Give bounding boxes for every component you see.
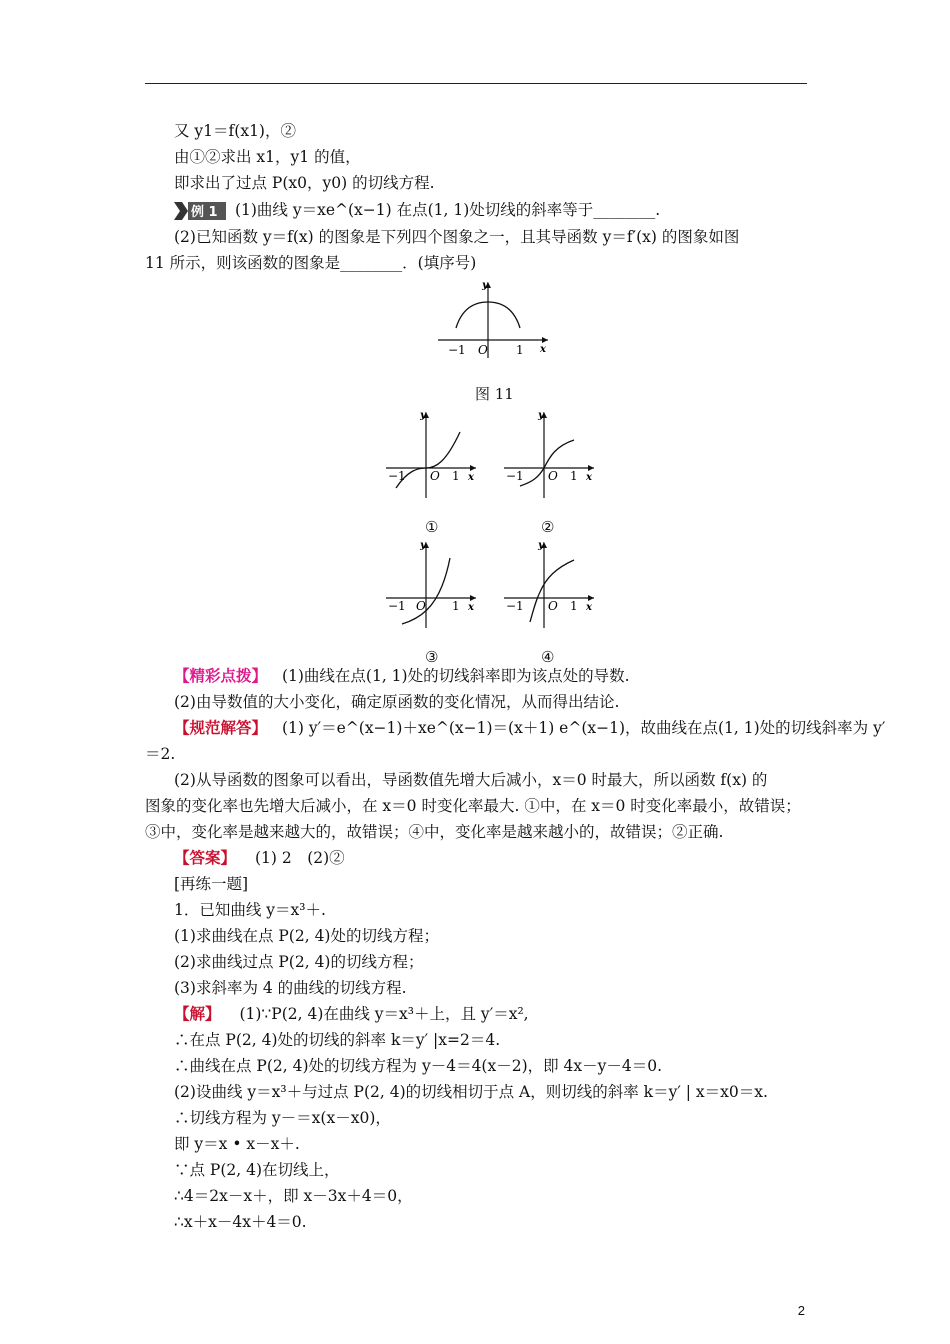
example-badge-icon [174,202,226,220]
solve-line-5: ∴切线方程为 y－＝x(x－x0)， [174,1109,391,1127]
solution-label: 【规范解答】 [174,718,268,737]
solve-line-6: 即 y＝x • x－x＋. [174,1135,300,1153]
solution-line-1 [174,717,885,739]
svg-text:1: 1 [452,599,460,613]
svg-text:1: 1 [452,469,460,483]
figure-11-caption: 图 11 [475,385,514,403]
example-question-1 [174,199,660,221]
intro-line-3: 即求出了过点 P(x0，y0) 的切线方程. [174,174,435,192]
svg-text:1: 1 [570,599,578,613]
solve-line-9: ∴x＋x－4x＋4＝0. [174,1213,307,1231]
option-2-label: ② [541,518,555,536]
answer-label: 【答案】 [174,848,237,867]
solution-text-1: (1) y′＝e^(x−1)＋xe^(x−1)＝(x＋1) e^(x−1)，故曲线在点(1, 1)处的切线斜率为 y′ [281,719,886,737]
practice-header: [再练一题] [174,875,249,893]
svg-text:1: 1 [570,469,578,483]
svg-text:−1: −1 [388,599,406,613]
svg-text:y: y [538,540,544,551]
solution-line-2: ＝2. [145,745,176,763]
hint-text-1: (1)曲线在点(1, 1)处的切线斜率即为该点处的导数. [281,667,630,685]
solve-line-2: ∴在点 P(2, 4)处的切线的斜率 k＝y′ |x=2＝4. [174,1031,501,1049]
fig11-tick-1: 1 [516,343,524,357]
solve-line-7: ∵点 P(2, 4)在切线上， [174,1161,340,1179]
solve-label: 【解】 [174,1004,221,1023]
svg-text:O: O [548,469,558,483]
answer-text: (1) 2 (2)② [254,849,345,867]
figure-11-derivative-graph [430,278,560,360]
svg-text:−1: −1 [388,469,406,483]
svg-text:y: y [538,410,544,421]
fig11-origin: O [478,343,488,357]
svg-text:x: x [468,472,474,483]
solution-line-3: (2)从导函数的图象可以看出，导函数值先增大后减小，x＝0 时最大，所以函数 f(x) 的 [174,771,768,789]
svg-text:x: x [586,472,592,483]
option-2-graph [500,408,600,500]
svg-text:O: O [548,599,558,613]
practice-q1: (1)求曲线在点 P(2, 4)处的切线方程； [174,927,439,945]
fig11-y-label: y [482,280,488,291]
example-badge-text: 例 1 [191,205,218,220]
option-4-graph [500,538,600,630]
svg-text:y: y [420,410,426,421]
solve-line-1 [174,1003,529,1025]
solution-line-4: 图象的变化率也先增大后减小，在 x＝0 时变化率最大. ①中，在 x＝0 时变化率最小，故错误； [145,797,801,815]
svg-text:O: O [430,469,440,483]
fig11-tick-neg1: −1 [448,343,466,357]
practice-q3: (3)求斜率为 4 的曲线的切线方程. [174,979,407,997]
svg-text:x: x [586,602,592,613]
solve-line-4: (2)设曲线 y＝x³＋与过点 P(2, 4)的切线相切于点 A，则切线的斜率 k＝y′ | x＝x0＝x. [174,1083,768,1101]
solve-line-8: ∴4＝2x－x＋，即 x－3x＋4＝0， [174,1187,413,1205]
practice-question: 1．已知曲线 y＝x³＋. [174,901,326,919]
svg-text:−1: −1 [506,469,524,483]
option-3-graph [382,538,482,630]
page-number: 2 [797,1303,805,1318]
fig11-x-label: x [540,344,546,355]
option-4-label: ④ [541,648,555,666]
svg-text:y: y [420,540,426,551]
hint-line-2: (2)由导数值的大小变化，确定原函数的变化情况，从而得出结论. [174,693,620,711]
solution-line-5: ③中，变化率是越来越大的，故错误；④中，变化率是越来越小的，故错误；②正确. [145,823,724,841]
solve-text-1: (1)∵P(2, 4)在曲线 y＝x³＋上，且 y′＝x², [239,1005,529,1023]
intro-line-1: 又 y1＝f(x1)，② [174,122,296,140]
example-q2-line-2: 11 所示，则该函数的图象是________．(填序号) [145,254,477,272]
solve-line-3: ∴曲线在点 P(2, 4)处的切线方程为 y－4＝4(x－2)，即 4x－y－4＝0. [174,1057,663,1075]
example-q1-text: (1)曲线 y＝xe^(x−1) 在点(1, 1)处切线的斜率等于________. [234,201,661,219]
svg-text:x: x [468,602,474,613]
hint-line-1 [174,665,630,687]
header-rule [145,83,807,84]
intro-line-2: 由①②求出 x1，y1 的值， [174,148,361,166]
hint-label: 【精彩点拨】 [174,666,268,685]
option-1-label: ① [425,518,439,536]
option-3-label: ③ [425,648,439,666]
option-1-graph [382,408,482,500]
answer-line [174,847,345,869]
svg-text:−1: −1 [506,599,524,613]
svg-text:O: O [416,599,426,613]
practice-q2: (2)求曲线过点 P(2, 4)的切线方程； [174,953,424,971]
example-q2-line-1: (2)已知函数 y＝f(x) 的图象是下列四个图象之一，且其导函数 y＝f′(x) 的图象如图 [174,228,740,246]
